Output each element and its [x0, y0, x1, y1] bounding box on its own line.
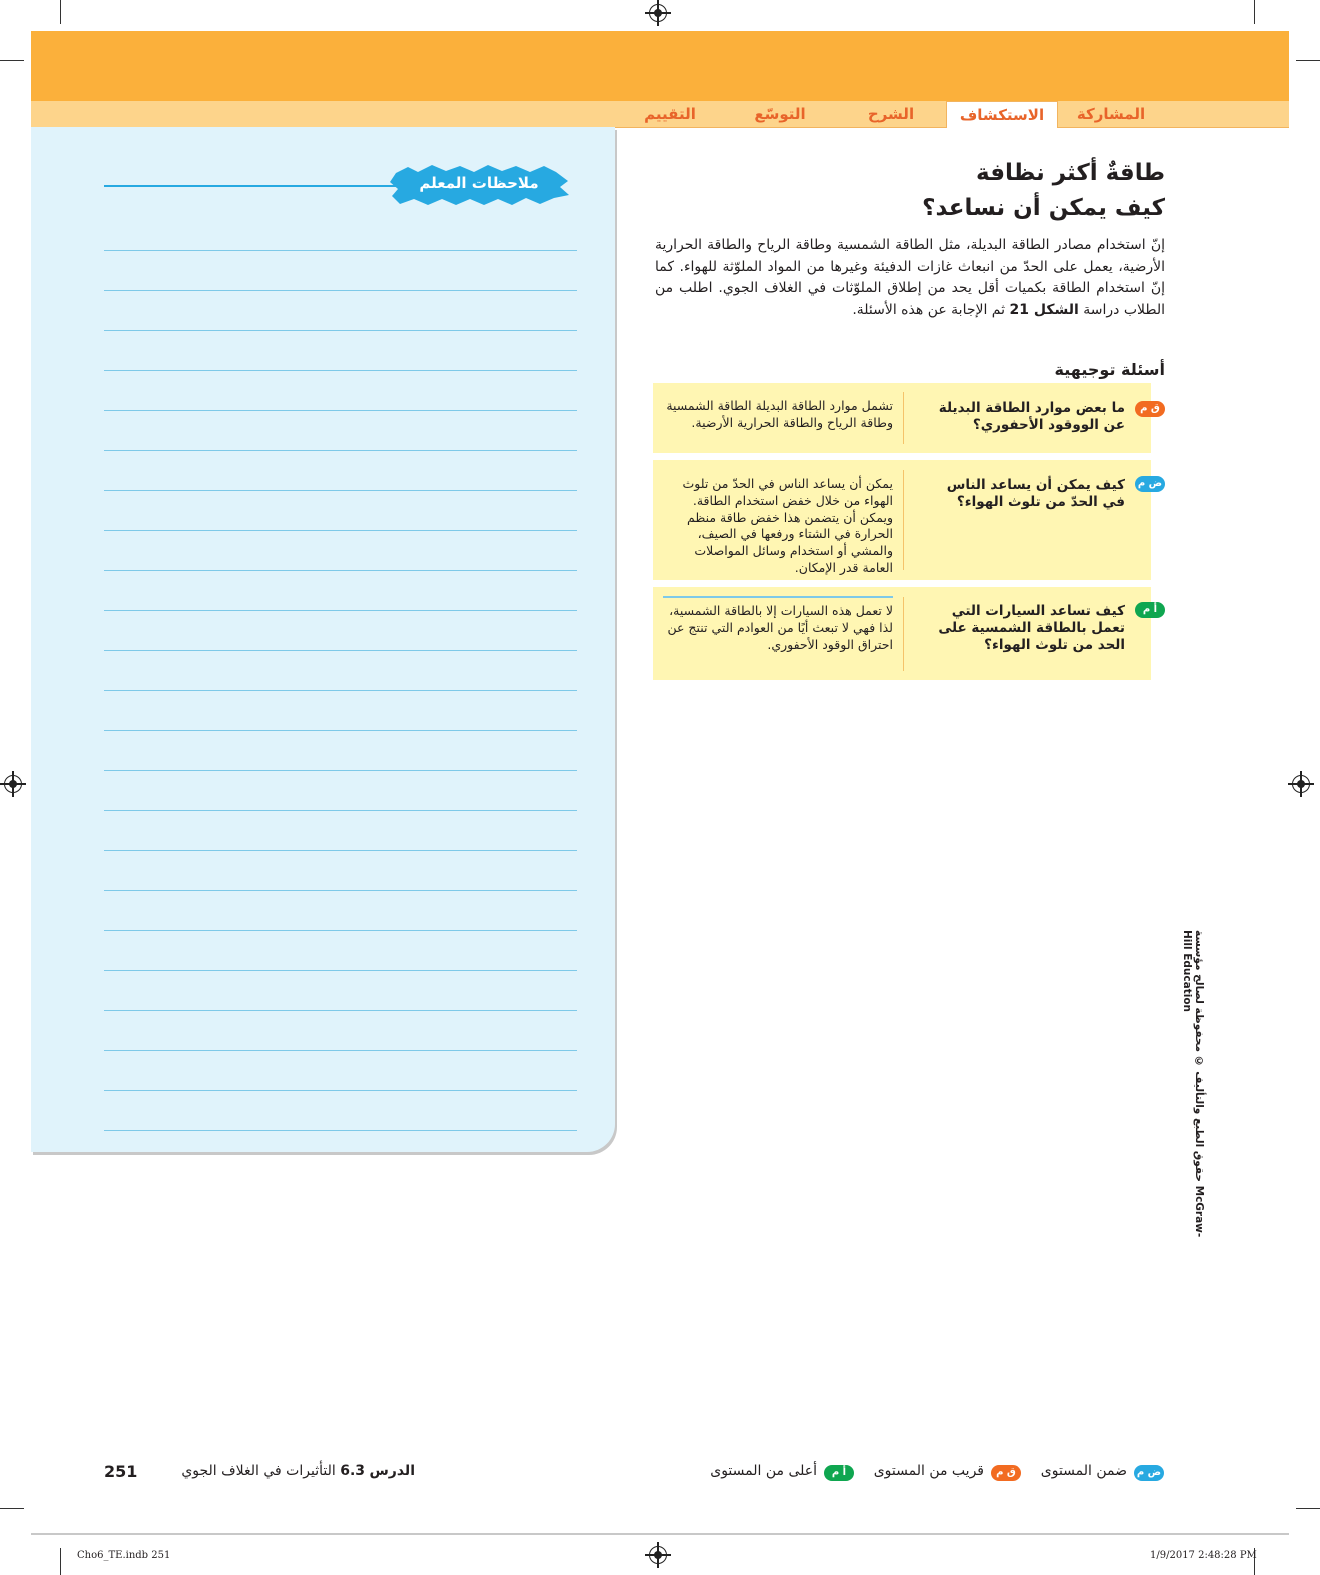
- notes-writing-line: [104, 290, 577, 291]
- notes-writing-line: [104, 690, 577, 691]
- legend-label-on-level: ضمن المستوى: [1040, 1463, 1127, 1479]
- bottom-rule: [31, 1533, 1289, 1535]
- lesson-footer: [160, 1463, 415, 1479]
- notes-writing-line: [104, 490, 577, 491]
- notes-writing-line: [104, 1130, 577, 1131]
- notes-writing-line: [104, 1090, 577, 1091]
- answer-top-rule: [663, 596, 893, 598]
- notes-header-rule: [104, 185, 404, 187]
- notes-writing-line: [104, 410, 577, 411]
- date-slug: 1/9/2017 2:48:28 PM: [1150, 1550, 1257, 1561]
- question-text: كيف تساعد السيارات التي تعمل بالطاقة الشمسية على الحد من تلوث الهواء؟: [938, 603, 1125, 653]
- crop-mark: [1296, 1508, 1320, 1509]
- copyright-credit: حقوق الطبع والتأليف © محفوظة لصالح مؤسسة McGraw-Hill Education: [1181, 930, 1205, 1238]
- page-title: طاقةٌ أكثر نظافة: [976, 160, 1165, 186]
- page-subtitle: كيف يمكن أن نساعد؟: [922, 195, 1165, 221]
- intro-text: إنّ استخدام مصادر الطاقة البديلة، مثل الطاقة الشمسية وطاقة الرياح والطاقة الحرارية الأرضية، يعمل على الحدّ من انبعاث غازات الدفيئة وغيرها من المواد الملوّثة للهواء. كما إنّ استخدام الطاقة بكميات أقل يحد من إطلاق الملوّثات في الغلاف الجوي. اطلب من الطلاب دراسة: [655, 237, 1165, 318]
- crop-mark: [0, 60, 24, 61]
- figure-reference: الشكل 21: [1009, 301, 1079, 318]
- tab-explore[interactable]: الاستكشاف: [946, 101, 1058, 128]
- crop-mark: [60, 0, 61, 24]
- notes-writing-line: [104, 810, 577, 811]
- intro-text-end: ثم الإجابة عن هذه الأسئلة.: [852, 301, 1006, 318]
- registration-mark-icon: [649, 1546, 667, 1564]
- notes-writing-line: [104, 650, 577, 651]
- notes-writing-line: [104, 1050, 577, 1051]
- notes-writing-line: [104, 770, 577, 771]
- lesson-title: التأثيرات في الغلاف الجوي: [181, 1463, 336, 1479]
- page-number: 251: [104, 1462, 138, 1481]
- tab-engage[interactable]: المشاركة: [1076, 105, 1146, 123]
- notes-writing-line: [104, 250, 577, 251]
- crop-mark: [1296, 60, 1320, 61]
- question-divider: [903, 392, 904, 444]
- notes-writing-line: [104, 570, 577, 571]
- crop-mark: [1254, 0, 1255, 24]
- notes-writing-line: [104, 370, 577, 371]
- header-banner: [31, 31, 1289, 101]
- notes-writing-line: [104, 930, 577, 931]
- registration-mark-icon: [4, 775, 22, 793]
- notes-writing-line: [104, 330, 577, 331]
- notes-writing-line: [104, 1010, 577, 1011]
- level-badge-beyond: أ م: [1135, 602, 1165, 618]
- legend-badge-on-level: ض م: [1134, 1465, 1164, 1481]
- notes-writing-line: [104, 730, 577, 731]
- intro-paragraph: [655, 235, 1165, 321]
- legend-badge-beyond: أ م: [824, 1465, 854, 1481]
- question-text: كيف يمكن أن يساعد الناس في الحدّ من تلوث الهواء؟: [946, 477, 1125, 510]
- file-slug: Cho6_TE.indb 251: [77, 1550, 171, 1561]
- registration-mark-icon: [649, 4, 667, 22]
- legend-label-beyond: أعلى من المستوى: [710, 1463, 817, 1479]
- level-badge-on-level: ض م: [1135, 476, 1165, 492]
- notes-writing-line: [104, 530, 577, 531]
- notes-writing-line: [104, 970, 577, 971]
- tab-explain[interactable]: الشرح: [867, 105, 915, 123]
- legend-badge-approaching: ق م: [991, 1465, 1021, 1481]
- notes-writing-line: [104, 850, 577, 851]
- registration-mark-icon: [1292, 775, 1310, 793]
- teacher-notes-panel: [31, 127, 615, 1152]
- notes-writing-line: [104, 610, 577, 611]
- answer-text: لا تعمل هذه السيارات إلا بالطاقة الشمسية، لذا فهي لا تبعث أيًا من العوادم التي تنتج عن احتراق الوقود الأحفوري.: [667, 603, 893, 652]
- tab-elaborate[interactable]: التوسّع: [754, 105, 806, 123]
- notes-writing-line: [104, 890, 577, 891]
- lesson-number: 6.3: [340, 1463, 366, 1479]
- tab-evaluate[interactable]: التقييم: [644, 105, 696, 123]
- crop-mark: [0, 1508, 24, 1509]
- question-text: ما بعض موارد الطاقة البديلة عن الووقود الأحفوري؟: [938, 400, 1125, 433]
- level-badge-approaching: ق م: [1135, 401, 1165, 417]
- legend-label-approaching: قريب من المستوى: [873, 1463, 984, 1479]
- crop-mark: [60, 1548, 61, 1575]
- lesson-word: الدرس: [369, 1463, 415, 1479]
- question-divider: [903, 597, 904, 671]
- answer-text: تشمل موارد الطاقة البديلة الطاقة الشمسية وطاقة الرياح والطاقة الحرارية الأرضية.: [666, 398, 893, 430]
- notes-writing-line: [104, 450, 577, 451]
- teacher-notes-label: ملاحظات المعلم: [419, 174, 539, 192]
- guiding-questions-heading: أسئلة توجيهية: [1054, 360, 1165, 379]
- question-divider: [903, 470, 904, 570]
- answer-text: يمكن أن يساعد الناس في الحدّ من تلوث الهواء من خلال خفض استخدام الطاقة. ويمكن أن يتضمن هذا خفض طاقة منظم الحرارة في الشتاء ورفعها في الصيف، والمشي أو استخدام وسائل المواصلات العامة قدر الإمكان.: [682, 476, 893, 575]
